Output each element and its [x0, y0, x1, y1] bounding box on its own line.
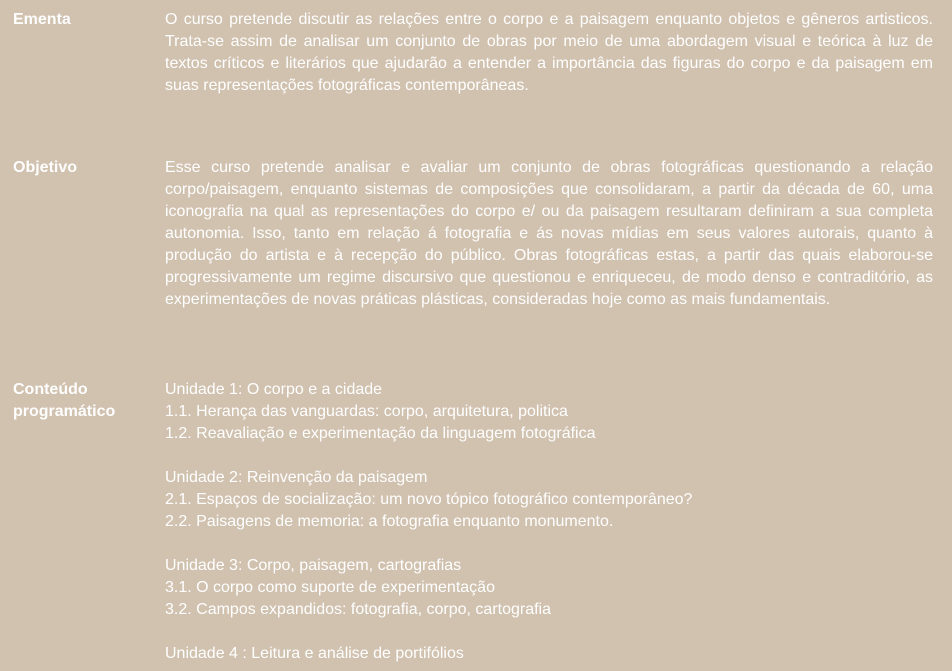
- section-label-conteudo: [13, 379, 153, 423]
- section-label-ementa: Ementa: [13, 11, 71, 28]
- unit-item: 2.2. Paisagens de memoria: a fotografia enquanto monumento.: [165, 513, 614, 530]
- ementa-text: O curso pretende discutir as relações entre o corpo e a paisagem enquanto objetos e gêneros artisticos. Trata-se assim de analisar um conjunto de obras por meio de uma abordagem visual e teórica à luz de textos críticos e literários que ajudarão a entender a importância das figuras do corpo e da paisagem em suas representações fotográficas contemporâneas.: [165, 11, 933, 94]
- section-content-ementa: [165, 9, 933, 97]
- unit-title: Unidade 4 : Leitura e análise de portifólios: [165, 645, 464, 662]
- unit-item: 3.1. O corpo como suporte de experimentação: [165, 579, 495, 596]
- unit-item: 2.1. Espaços de socialização: um novo tópico fotográfico contemporâneo?: [165, 491, 693, 508]
- section-content-objetivo: [165, 157, 933, 311]
- unit-item: 1.2. Reavaliação e experimentação da linguagem fotográfica: [165, 425, 596, 442]
- objetivo-text: Esse curso pretende analisar e avaliar um conjunto de obras fotográficas questionando a relação corpo/paisagem, enquanto sistemas de composições que consolidaram, a partir da década de 60, uma iconografia na qual as representações do corpo e/ ou da paisagem resultaram definiram a sua completa autonomia. Isso, tanto em relação á fotografia e ás novas mídias em seus valores autorais, quanto à produção do artista e à recepção do público. Obras fotográficas estas, a partir das quais elaborou-se progressivamente um regime discursivo que questionou e enriqueceu, de modo denso e contraditório, as experimentações de novas práticas plásticas, consideradas hoje como as mais fundamentais.: [165, 159, 933, 308]
- section-content-conteudo: [165, 379, 933, 665]
- unit-item: 3.2. Campos expandidos: fotografia, corpo, cartografia: [165, 601, 551, 618]
- label-line-1: Conteúdo: [13, 381, 88, 398]
- section-label-objetivo: Objetivo: [13, 159, 78, 176]
- unit-item: 1.1. Herança das vanguardas: corpo, arquitetura, politica: [165, 403, 568, 420]
- unit-block: [165, 555, 933, 621]
- label-line-2: programático: [13, 403, 116, 420]
- unit-title: Unidade 2: Reinvenção da paisagem: [165, 469, 428, 486]
- unit-block: [165, 379, 933, 445]
- unit-block: [165, 467, 933, 533]
- unit-title: Unidade 3: Corpo, paisagem, cartografias: [165, 557, 462, 574]
- unit-title: Unidade 1: O corpo e a cidade: [165, 381, 383, 398]
- unit-block: [165, 643, 933, 665]
